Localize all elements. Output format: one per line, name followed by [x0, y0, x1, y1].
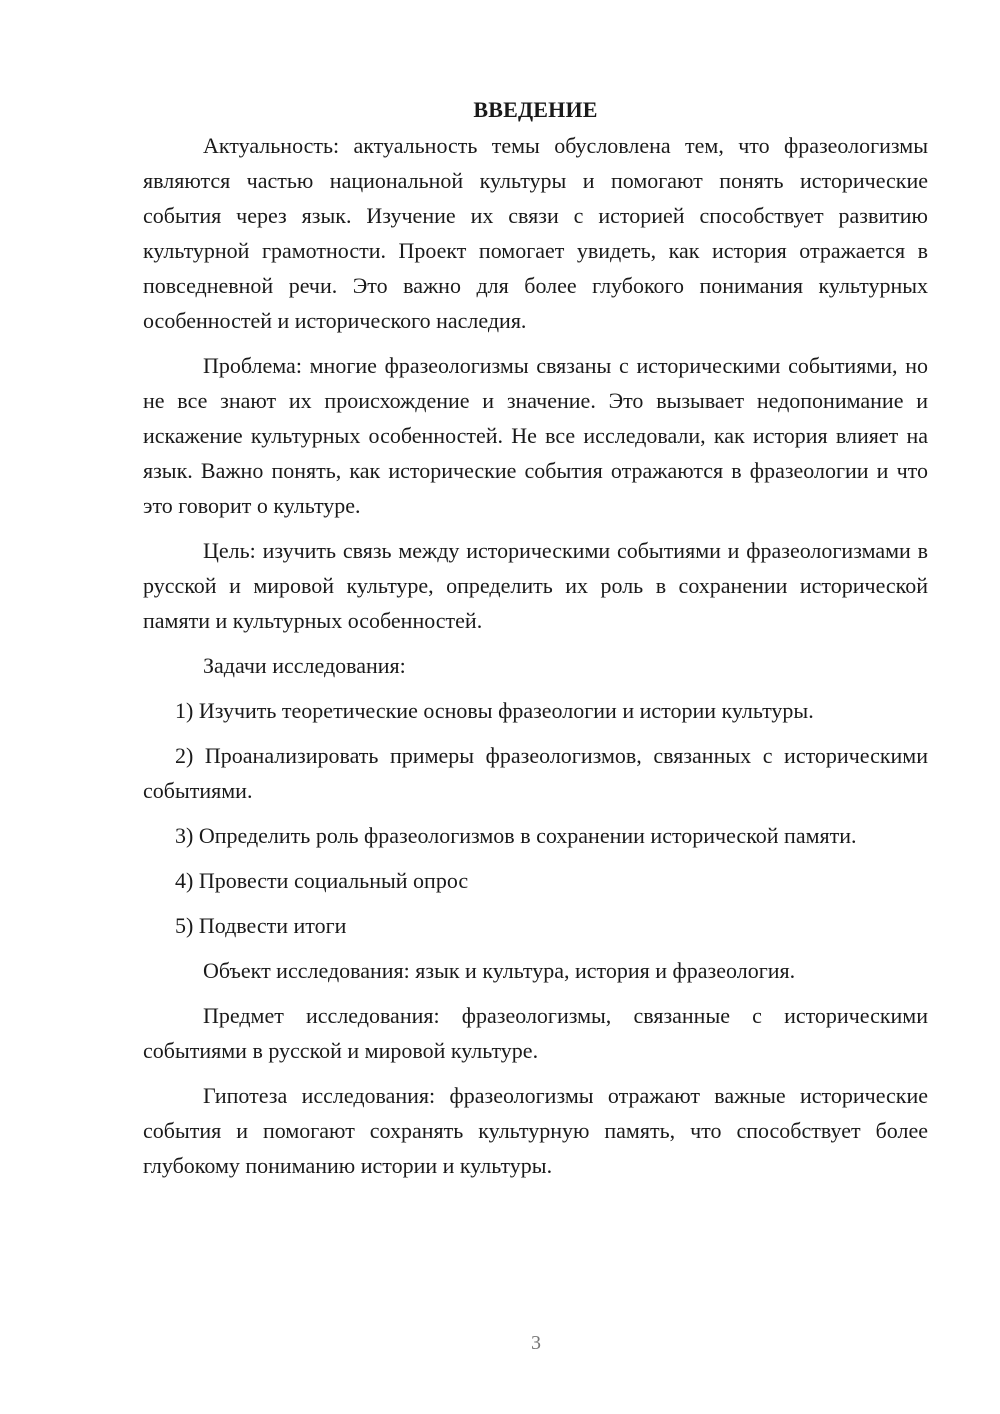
task-item-1: 1) Изучить теоретические основы фразеологии и истории культуры. — [175, 698, 814, 723]
subject-paragraph: Предмет исследования: фразеологизмы, связанные с историческими событиями в русской и мировой культуре. — [143, 1003, 928, 1063]
page-number: 3 — [531, 1332, 541, 1354]
task-item-3: 3) Определить роль фразеологизмов в сохранении исторической памяти. — [175, 823, 857, 848]
goal-paragraph: Цель: изучить связь между историческими событиями и фразеологизмами в русской и мировой культуре, определить их роль в сохранении исторической памяти и культурных особенностей. — [143, 538, 928, 633]
problem-paragraph: Проблема: многие фразеологизмы связаны с историческими событиями, но не все знают их происхождение и значение. Это вызывает недопонимание и искажение культурных особенностей. Не все исследовали, как история влияет на язык. Важно понять, как исторические события отражаются в фразеологии и что это говорит о культуре. — [143, 353, 928, 518]
task-item-2: 2) Проанализировать примеры фразеологизмов, связанных с историческими событиями. — [143, 743, 928, 803]
document-page — [143, 92, 928, 1193]
document-title: ВВЕДЕНИЕ — [473, 97, 598, 122]
tasks-heading: Задачи исследования: — [203, 653, 406, 678]
task-item-5: 5) Подвести итоги — [175, 913, 347, 938]
relevance-paragraph: Актуальность: актуальность темы обусловлена тем, что фразеологизмы являются частью национальной культуры и помогают понять исторические события через язык. Изучение их связи с историей способствует развитию культурной грамотности. Проект помогает увидеть, как история отражается в повседневной речи. Это важно для более глубокого понимания культурных особенностей и исторического наследия. — [143, 133, 928, 333]
task-item-4: 4) Провести социальный опрос — [175, 868, 469, 893]
hypothesis-paragraph: Гипотеза исследования: фразеологизмы отражают важные исторические события и помогают сохранять культурную память, что способствует более глубокому пониманию истории и культуры. — [143, 1083, 928, 1178]
object-paragraph: Объект исследования: язык и культура, история и фразеология. — [203, 958, 796, 983]
